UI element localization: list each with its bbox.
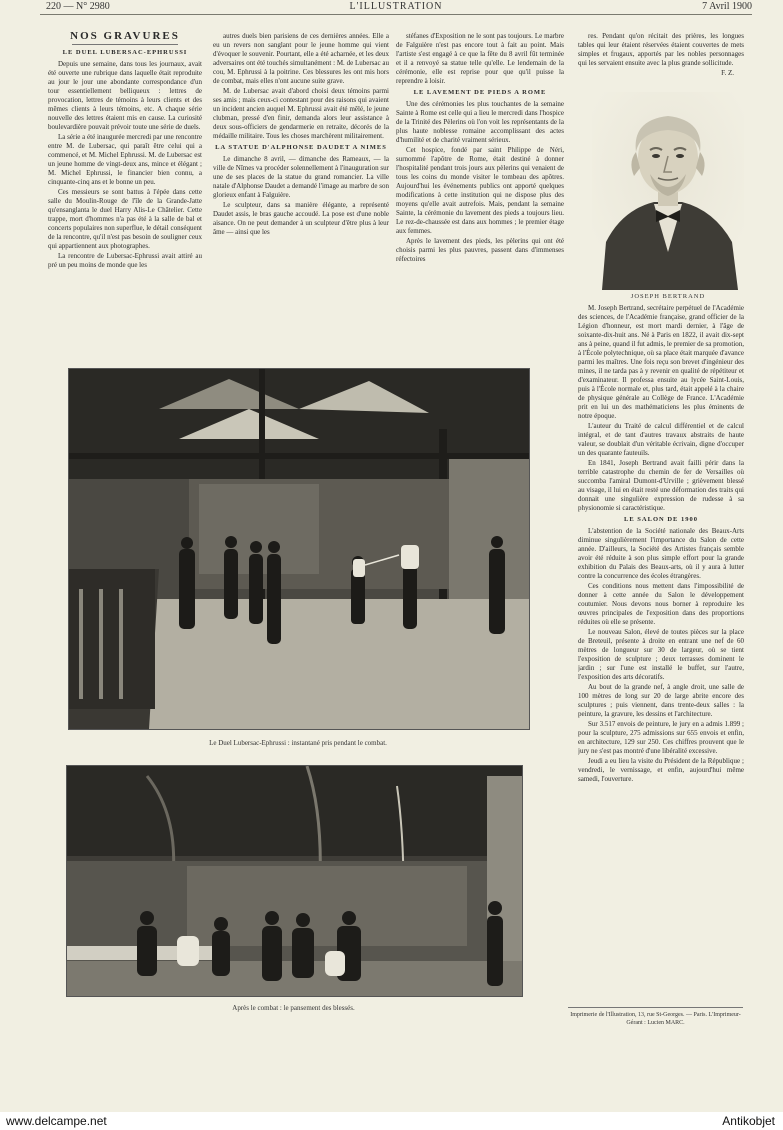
- journal-title: L'ILLUSTRATION: [349, 1, 443, 12]
- paragraph: M. Joseph Bertrand, secrétaire perpétuel de l'Académie des sciences, de l'Académie française, grand officier de la Légion d'honneur, est mort mardi dernier, à l'âge de soixante-dix-huit ans. Né à Paris en 1822, il avait dix-sept ans à peine, quand il fut admis, le premier de sa promotion, à l'École polytechnique, où sa place était marquée d'avance parmi les maîtres. Une fois reçu son brevet d'ingénieur des mines, il ne tarda pas à y revenir en qualité de répétiteur et d'examinateur. Il professa ensuite au lycée Saint-Louis, puis à l'École normale et, plus tard, était appelé à la chaire de physique générale au Collège de France. L'Académie prit en lui un des mathématiciens les plus éminents de notre époque.: [578, 304, 744, 420]
- watermark-right[interactable]: Antikobjet: [722, 1114, 775, 1128]
- portrait-engraving: [592, 92, 744, 290]
- outdoor-scene: [67, 766, 522, 996]
- paragraph: Le nouveau Salon, élevé de toutes pièces sur la place de Breteuil, présente à droite en entrant une nef de 60 mètres de longueur sur 30 de largeur, où se tient l'exposition de sculpture ; deux terrasses dominent le jardin ; sur l'une est installé le buffet, sur l'autre, l'exposition des arts décoratifs.: [578, 628, 744, 681]
- paragraph: Une des cérémonies les plus touchantes de la semaine Sainte à Rome est celle qui a lieu le mercredi dans l'hospice de la Trinité des Pèlerins où l'on voit les représentants de la plus haute noblesse romaine accomplissant des actes d'humilité et de charité vraiment sérieux.: [396, 100, 564, 144]
- page-number: 220 — N° 2980: [46, 1, 110, 12]
- paragraph: Le dimanche 8 avril, — dimanche des Rameaux, — la ville de Nîmes va procéder solennellement à l'inauguration sur une de ses places de la statue du grand romancier. La ville natale d'Alphonse Daudet a demandé l'image au marbre de son glorieux enfant à Falguière.: [213, 155, 389, 199]
- section-title: NOS GRAVURES: [70, 32, 180, 42]
- portrait-joseph-bertrand: [592, 92, 744, 290]
- paragraph: La rencontre de Lubersac-Ephrussi avait attiré au pré un peu moins de monde que les: [48, 252, 202, 269]
- paragraph: res. Pendant qu'on récitait des prières, les longues tables qui leur étaient réservées étaient couvertes de mets simples et frugaux, apportés par les nobles personnages qui les servaient ensuite avec la plus grande sollicitude.: [578, 32, 744, 67]
- paragraph: La série a été inaugurée mercredi par une rencontre entre M. de Lubersac, qui paraît être celui qui a commencé, et M. Michel Ephrussi. M. de Lubersac est un jeune homme de vingt-deux ans, mince et élégant ; M. Michel Ephrussi, le financier bien connu, a cinquante-cinq ans et le bonne un peu.: [48, 133, 202, 186]
- paragraph: Ces conditions nous mettent dans l'impossibilité de donner à cette année du Salon le développement coutumier. Nous devons nous borner à reproduire les œuvres principales de l'exposition dans des proportions réduites où elle se présente.: [578, 582, 744, 626]
- paragraph: M. de Lubersac avait d'abord choisi deux témoins parmi ses amis ; mais ceux-ci contestant pour des raisons qui avaient un incident ancien auquel M. Ephrussi avait été mêlé, le jeune clubman, pressé d'en finir, demanda alors leur assistance à deux sous-officiers de gendarmerie en retraite, décorés de la médaille militaire. Tous les choses marchèrent militairement.: [213, 87, 389, 140]
- column-5: [578, 304, 744, 1004]
- title-divider: [72, 44, 178, 45]
- column-4-top: [578, 32, 744, 90]
- printer-imprint: Imprimerie de l'Illustration, 13, rue St-Georges. — Paris. L'Imprimeur-Gérant : Lucien MARC.: [568, 1007, 743, 1027]
- article-heading-rome: LE LAVEMENT DE PIEDS A ROME: [413, 89, 547, 96]
- paragraph: stéfanes d'Exposition ne le sont pas toujours. Le marbre de Falguière n'est pas encore tout à fait au point. Mais l'artiste s'est engagé à ce que la fête du 8 avril fût terminée et il a renvoyé sa statue telle qu'elle. Le lendemain de la cérémonie, elle est reprise pour que qu'il puisse la reprendre à loisir.: [396, 32, 564, 85]
- portrait-caption: JOSEPH BERTRAND: [630, 293, 706, 300]
- article-heading-salon: LE SALON DE 1900: [624, 516, 698, 523]
- paragraph: En 1841, Joseph Bertrand avait failli périr dans la terrible catastrophe du chemin de fer de Versailles où succomba l'amiral Dumont-d'Urville ; grièvement blessé au visage, il lui en était resté une déformation des traits qui donnait une singulière expression de rudesse à sa physionomie si caractéristique.: [578, 459, 744, 512]
- paragraph: autres duels bien parisiens de ces dernières années. Elle a eu un revers non sanglant pour le jeune homme qui vient d'évoquer le souvenir. Pourtant, elle a été acharnée, et les deux adversaires ont été touchés simultanément : M. de Lubersac au cou, M. Ephrussi à la poitrine. Ces blessures les ont mis hors de combat, mais elles n'ont aucune suite grave.: [213, 32, 389, 85]
- article-heading-duel: LE DUEL LUBERSAC-EPHRUSSI: [62, 49, 188, 56]
- paragraph: Ces messieurs se sont battus à l'épée dans cette salle du Moulin-Rouge de l'île de la Grande-Jatte qu'ensanglanta le duel Harry Alis-Le Châtelier. Cette trappe, mort d'hommes n'a pas été à la salle de bal et concerts populaires non superflue, le détail conséquent de la rencontre, qu'il n'est pas besoin de souligner ceux qui appartiennent aux photographes.: [48, 188, 202, 250]
- paragraph: Sur 3.517 envois de peinture, le jury en a admis 1.899 ; pour la sculpture, 275 admissions sur 655 envois et enfin, en architecture, 129 sur 250. Ces chiffres prouvent que le jury ne s'est pas montré d'une libéralité excessive.: [578, 720, 744, 755]
- duel-scene: [69, 369, 529, 729]
- watermark-bar: [0, 1112, 783, 1130]
- paragraph: Le sculpteur, dans sa manière élégante, a représenté Daudet assis, le bras gauche accoudé. La pose est d'une noble aisance. On ne peut demander à un sculpteur d'être plus à leur âme — ainsi que les: [213, 201, 389, 236]
- photo-2-caption: Après le combat : le pansement des blessés.: [232, 1004, 355, 1012]
- paragraph: Cet hospice, fondé par saint Philippe de Néri, surnommé l'apôtre de Rome, était destiné à donner l'hospitalité pendant trois jours aux pèlerins qui venaient de tous les coins du monde visiter le tombeau des apôtres. Aujourd'hui les événements publics ont apporté quelques modifications à cette institution qui ne dispose plus des moyens qu'elle avait autrefois. Mais, pendant la semaine Sainte, la cérémonie du lavement des pieds a toujours lieu. Le rez-de-chaussée est dans aux hommes ; le premier étage aux femmes.: [396, 146, 564, 235]
- photo-1-caption: Le Duel Lubersac-Ephrussi : instantané pris pendant le combat.: [209, 739, 387, 747]
- paragraph: L'abstention de la Société nationale des Beaux-Arts diminue singulièrement l'importance du Salon de cette année. D'ailleurs, la Société des Artistes français semble avoir été réduite à son plus simple effort pour la grande exhibition du Palais des Beaux-arts, où il y aura à lutter contre la concurrence des écoles étrangères.: [578, 527, 744, 580]
- photo-after-combat: [66, 765, 523, 997]
- column-3: [396, 32, 564, 354]
- paragraph: Après le lavement des pieds, les pèlerins qui ont été choisis parmi les plus pauvres, passent dans d'immenses réfectoires: [396, 237, 564, 263]
- paragraph: Jeudi a eu lieu la visite du Président de la République ; vendredi, le vernissage, et enfin, aujourd'hui même samedi, l'ouverture.: [578, 757, 744, 783]
- page-header: [40, 0, 752, 15]
- photo-duel: [68, 368, 530, 730]
- signature: F. Z.: [721, 69, 734, 77]
- watermark-left[interactable]: www.delcampe.net: [6, 1114, 107, 1128]
- paragraph: Au bout de la grande nef, à angle droit, une salle de 100 mètres de long sur 20 de large abrite encore des sculptures ; puis viennent, dans trente-deux salles : la peinture, la gravure, les dessins et l'architecture.: [578, 683, 744, 718]
- paragraph: L'auteur du Traité de calcul différentiel et de calcul intégral, et de tant d'autres travaux abstraits de haute valeur, se doublait d'un véritable écrivain, digne d'occuper un des quarante fauteuils.: [578, 422, 744, 457]
- issue-date: 7 Avril 1900: [702, 1, 752, 12]
- article-heading-daudet: LA STATUE D'ALPHONSE DAUDET A NIMES: [215, 144, 387, 151]
- paragraph: Depuis une semaine, dans tous les journaux, avait été ouverte une rubrique dans laquelle était reproduite au jour le jour une abondante correspondance d'un tour essentiellement belliqueux : lettres de provocation, lettres de témoins à leurs clients et des mêmes clients à leurs témoins, etc. A chaque série nouvelle des lettres étaient mis en cause. La curiosité boulevardière pouvait prévoir toute une série de duels.: [48, 60, 202, 131]
- column-1: [48, 32, 202, 354]
- column-2: [213, 32, 389, 354]
